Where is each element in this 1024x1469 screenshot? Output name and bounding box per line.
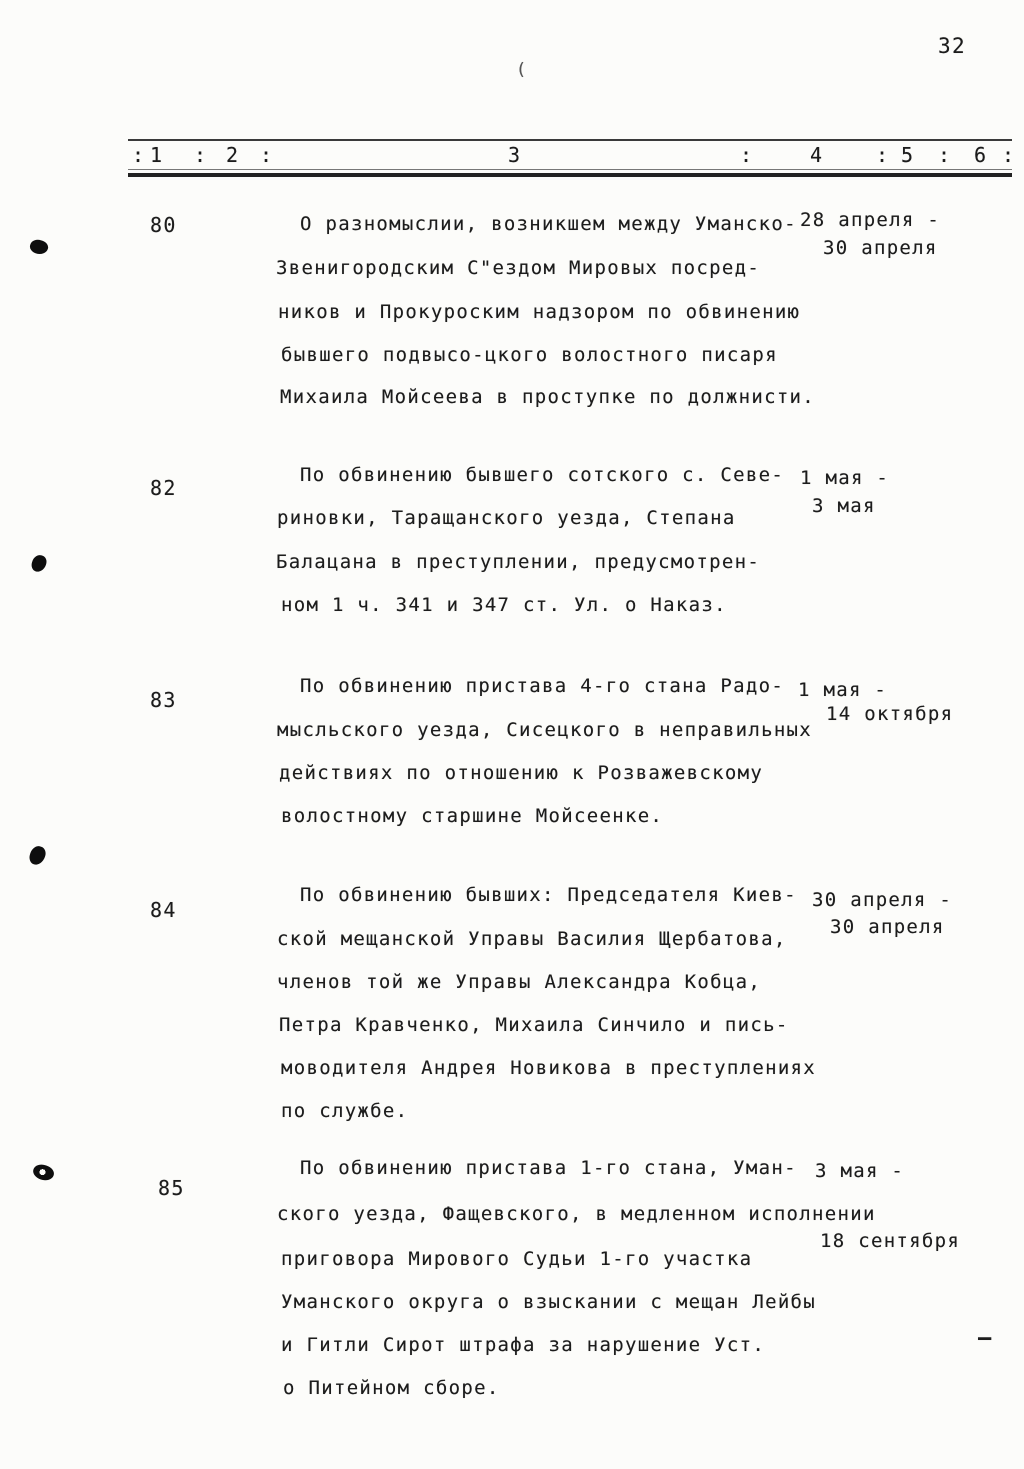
entry-number: 82 xyxy=(150,476,177,500)
ink-blot xyxy=(30,553,49,573)
entry-text-line: ников и Прокуроским надзором по обвинению xyxy=(278,301,801,323)
colon-separator: : xyxy=(938,143,952,167)
column-number-2: 2 xyxy=(226,143,240,167)
entry-text-line: моводителя Андрея Новикова в преступлениях xyxy=(281,1057,817,1079)
entry-number: 83 xyxy=(150,688,177,712)
entry-text-line: и Гитли Сирот штрафа за нарушение Уст. xyxy=(281,1334,766,1356)
colon-separator: : xyxy=(132,143,146,167)
entry-text-line: По обвинению пристава 4-го стана Радо- xyxy=(300,675,785,697)
entry-text-line: ского уезда, Фащевского, в медленном исполнении xyxy=(277,1203,876,1225)
colon-separator: : xyxy=(740,143,754,167)
ink-blot xyxy=(28,238,49,257)
entry-text-line: о Питейном сборе. xyxy=(283,1377,500,1399)
entry-text-line: Уманского округа о взыскании с мещан Лейбы xyxy=(281,1291,817,1313)
entry-text-line: ской мещанской Управы Василия Щербатова, xyxy=(277,928,787,950)
header-rule-bottom-thin xyxy=(128,169,1012,170)
column-number-6: 6 xyxy=(974,143,988,167)
ink-blot xyxy=(27,844,47,867)
entry-text-line: По обвинению пристава 1-го стана, Уман- xyxy=(300,1157,797,1179)
column-number-3: 3 xyxy=(508,143,522,167)
colon-separator: : xyxy=(876,143,890,167)
entry-text-line: О разномыслии, возникшем между Уманско- xyxy=(300,213,797,235)
entry-text-line: риновки, Таращанского уезда, Степана xyxy=(277,507,736,529)
page-number: 32 xyxy=(938,34,966,58)
date-end: 3 мая xyxy=(812,495,876,517)
entry-text-line: Звенигородским С"ездом Мировых посред- xyxy=(276,257,761,279)
entry-text-line: ном 1 ч. 341 и 347 ст. Ул. о Наказ. xyxy=(281,594,727,616)
date-end: 14 октября xyxy=(826,703,954,725)
date-start: 28 апреля - xyxy=(800,209,941,231)
entry-number: 85 xyxy=(158,1176,185,1200)
entry-text-line: бывшего подвысо-цкого волостного писаря xyxy=(281,344,778,366)
date-start: 1 мая - xyxy=(800,467,890,489)
entry-text-line: по службе. xyxy=(281,1100,409,1122)
colon-separator: : xyxy=(194,143,208,167)
entry-text-line: приговора Мирового Судьи 1-го участка xyxy=(281,1248,753,1270)
column-number-1: 1 xyxy=(150,143,164,167)
entry-text-line: По обвинению бывшего сотского с. Севе- xyxy=(300,464,785,486)
colon-separator: : xyxy=(260,143,274,167)
entry-number: 80 xyxy=(150,213,177,237)
date-end: 30 апреля xyxy=(823,237,938,259)
date-start: 30 апреля - xyxy=(812,889,953,911)
entry-text-line: волостному старшине Мойсеенке. xyxy=(281,805,664,827)
entry-text-line: Балацана в преступлении, предусмотрен- xyxy=(276,551,761,573)
ink-blot xyxy=(31,1162,56,1183)
column-number-5: 5 xyxy=(901,143,915,167)
colon-separator: : xyxy=(1002,143,1016,167)
stray-paren-mark: ( xyxy=(516,60,528,80)
date-start: 1 мая - xyxy=(798,679,888,701)
date-end: 30 апреля xyxy=(830,916,945,938)
entry-text-line: Михаила Мойсеева в проступке по должнисти. xyxy=(280,386,816,408)
header-rule-top xyxy=(128,139,1012,141)
entry-text-line: По обвинению бывших: Председателя Киев- xyxy=(300,884,797,906)
date-start: 3 мая - xyxy=(815,1160,905,1182)
margin-dash: — xyxy=(978,1326,993,1351)
entry-text-line: членов той же Управы Александра Кобца, xyxy=(277,971,762,993)
column-number-4: 4 xyxy=(810,143,824,167)
date-end: 18 сентября xyxy=(820,1230,961,1252)
entry-text-line: Петра Кравченко, Михаила Синчило и пись- xyxy=(279,1014,789,1036)
header-rule-bottom-thick xyxy=(128,173,1012,177)
entry-text-line: действиях по отношению к Розважевскому xyxy=(279,762,764,784)
entry-number: 84 xyxy=(150,898,177,922)
entry-text-line: мысльского уезда, Сисецкого в неправильных xyxy=(277,719,813,741)
